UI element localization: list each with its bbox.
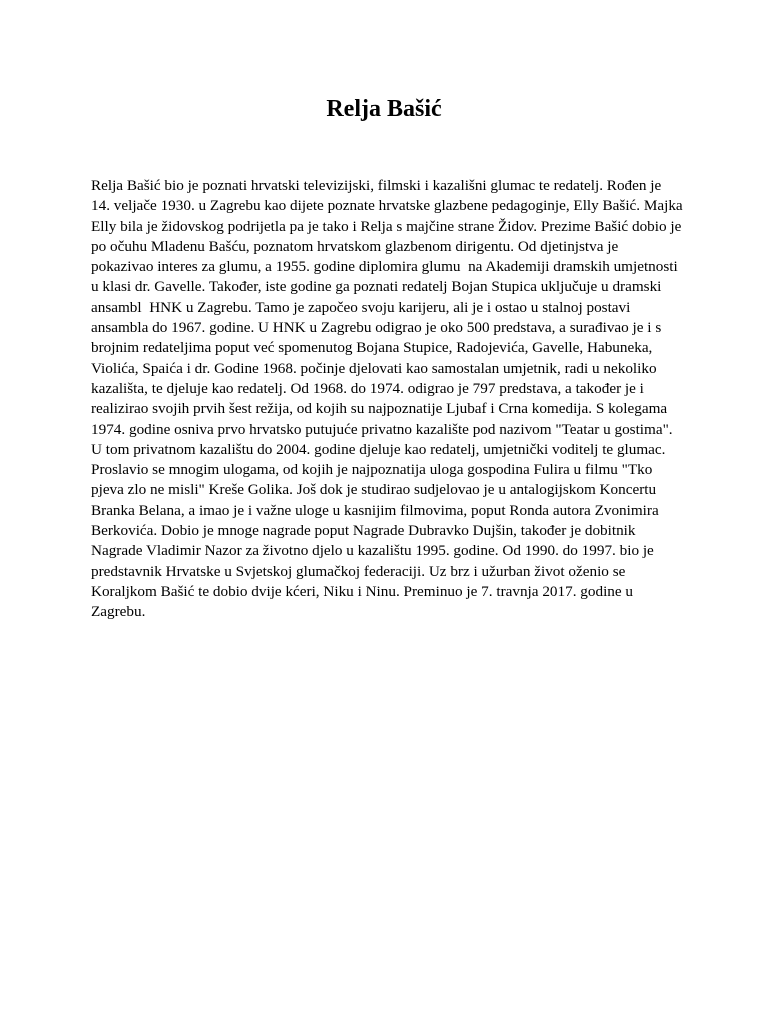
document-title: Relja Bašić xyxy=(326,96,442,122)
document-body: Relja Bašić bio je poznati hrvatski televizijski, filmski i kazališni glumac te redatelj. Rođen je 14. veljače 1930. u Zagrebu kao dijete poznate hrvatske glazbene pedagoginje, Elly Bašić. Majka Elly bila je židovskog podrijetla pa je tako i Relja s majčine strane Židov. Prezime Bašić dobio je po očuhu Mladenu Bašću, poznatom hrvatskom glazbenom dirigentu. Od djetinjstva je pokazivao interes za glumu, a 1955. godine diplomira glumu na Akademiji dramskih umjetnosti u klasi dr. Gavelle. Također, iste godine ga poznati redatelj Bojan Stupica uključuje u dramski ansambl HNK u Zagrebu. Tamo je započeo svoju karijeru, ali je i ostao u stalnoj postavi ansambla do 1967. godine. U HNK u Zagrebu odigrao je oko 500 predstava, a surađivao je i s brojnim redateljima poput već spomenutog Bojana Stupice, Radojevića, Gavelle, Habuneka, Violića, Spaića i dr. Godine 1968. počinje djelovati kao samostalan umjetnik, radi u nekoliko kazališta, te djeluje kao redatelj. Od 1968. do 1974. odigrao je 797 predstava, a također je i realizirao svojih prvih šest režija, od kojih su najpoznatije Ljubaf i Crna komedija. S kolegama 1974. godine osniva prvo hrvatsko putujuće privatno kazalište pod nazivom "Teatar u gostima". U tom privatnom kazalištu do 2004. godine djeluje kao redatelj, umjetnički voditelj te glumac. Proslavio se mnogim ulogama, od kojih je najpoznatija uloga gospodina Fulira u filmu "Tko pjeva zlo ne misli" Kreše Golika. Još dok je studirao sudjelovao je u antalogijskom Koncertu Branka Belana, a imao je i važne uloge u kasnijim filmovima, poput Ronda autora Zvonimira Berkovića. Dobio je mnoge nagrade poput Nagrade Dubravko Dujšin, također je dobitnik Nagrade Vladimir Nazor za životno djelo u kazalištu 1995. godine. Od 1990. do 1997. bio je predstavnik Hrvatske u Svjetskoj glumačkoj federaciji. Uz brz i užurban život oženio se Koraljkom Bašić te dobio dvije kćeri, Niku i Ninu. Preminuo je 7. travnja 2017. godine u Zagrebu. xyxy=(91,177,683,621)
